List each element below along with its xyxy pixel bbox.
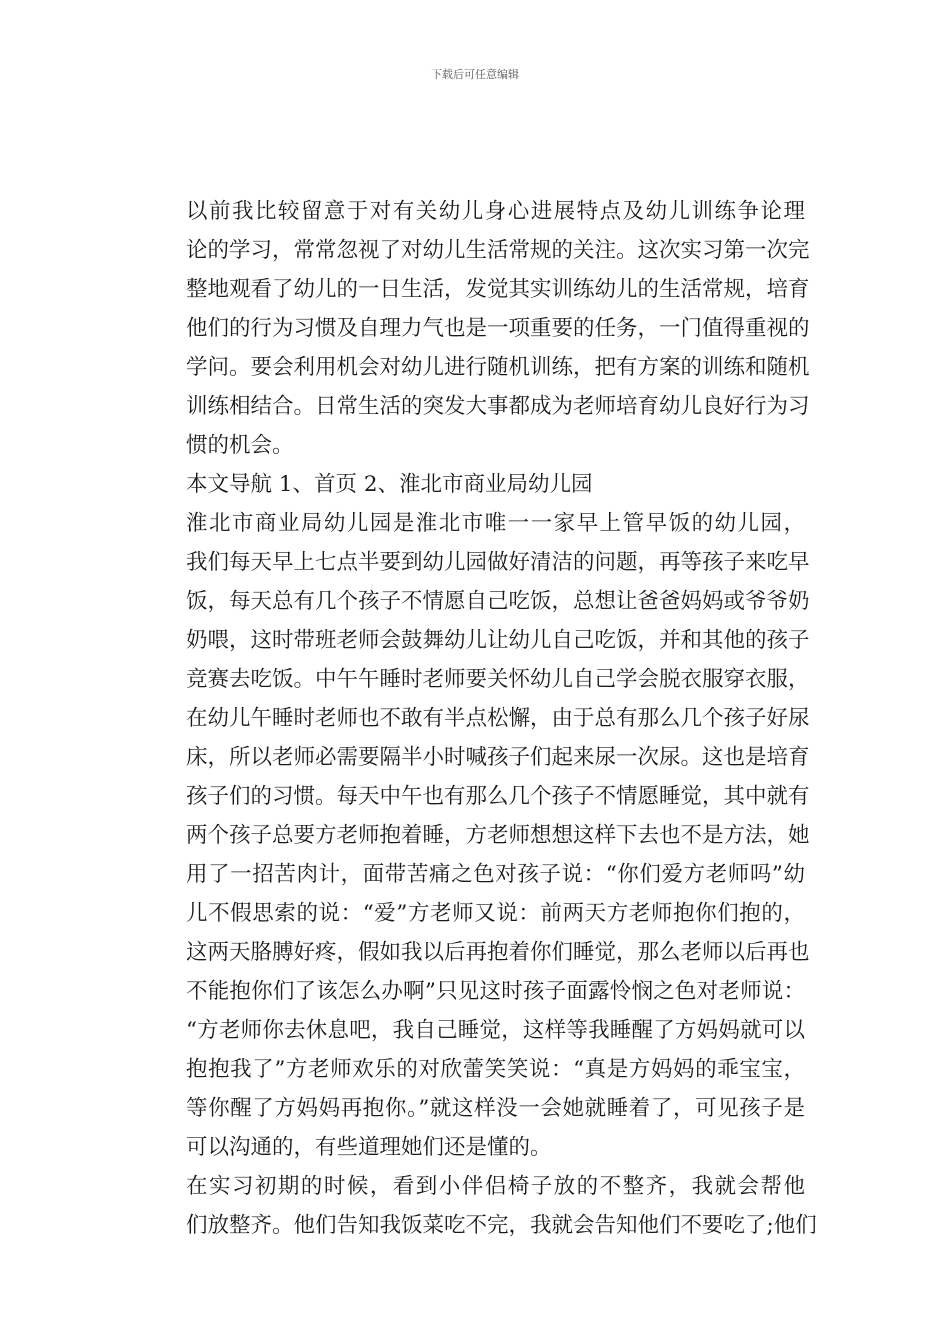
text-line: 儿不假思索的说：“爱”方老师又说：前两天方老师抱你们抱的，: [186, 901, 805, 926]
text-line: 他们的行为习惯及自理力气也是一项重要的任务，一门值得重视的: [186, 316, 810, 341]
article-navigation: 本文导航 1、首页 2、淮北市商业局幼儿园: [186, 472, 593, 497]
text-line: 抱抱我了”方老师欢乐的对欣蕾笑笑说：“真是方妈妈的乖宝宝，: [186, 1057, 805, 1082]
text-line: 我们每天早上七点半要到幼儿园做好清洁的问题，再等孩子来吃早: [186, 550, 810, 575]
page-header: 下载后可任意编辑: [431, 68, 519, 81]
text-line: 奶喂，这时带班老师会鼓舞幼儿让幼儿自己吃饭，并和其他的孩子: [186, 628, 810, 653]
text-line: 不能抱你们了该怎么办啊”只见这时孩子面露怜悯之色对老师说：: [186, 979, 805, 1004]
text-line: 等你醒了方妈妈再抱你。”就这样没一会她就睡着了，可见孩子是: [186, 1096, 805, 1121]
document-body: [143, 192, 817, 1245]
text-line: 在实习初期的时候，看到小伴侣椅子放的不整齐，我就会帮他: [186, 1174, 805, 1199]
text-line: 整地观看了幼儿的一日生活，发觉其实训练幼儿的生活常规，培育: [186, 277, 810, 302]
text-line: 惯的机会。: [186, 433, 294, 458]
text-line: 淮北市商业局幼儿园是淮北市唯一一家早上管早饭的幼儿园，: [186, 511, 805, 536]
text-line: 竞赛去吃饭。中午午睡时老师要关怀幼儿自己学会脱衣服穿衣服，: [186, 667, 810, 692]
text-line: 床，所以老师必需要隔半小时喊孩子们起来尿一次尿。这也是培育: [186, 745, 810, 770]
text-line: 们放整齐。他们告知我饭菜吃不完，我就会告知他们不要吃了;他们: [186, 1213, 817, 1238]
text-line: 可以沟通的，有些道理她们还是懂的。: [186, 1135, 552, 1160]
text-line: 训练相结合。日常生活的突发大事都成为老师培育幼儿良好行为习: [186, 394, 810, 419]
text-line: 两个孩子总要方老师抱着睡，方老师想想这样下去也不是方法，她: [186, 823, 810, 848]
text-line: 以前我比较留意于对有关幼儿身心进展特点及幼儿训练争论理: [186, 199, 805, 224]
text-line: 论的学习，常常忽视了对幼儿生活常规的关注。这次实习第一次完: [186, 238, 810, 263]
text-line: 孩子们的习惯。每天中午也有那么几个孩子不情愿睡觉，其中就有: [186, 784, 810, 809]
text-line: 在幼儿午睡时老师也不敢有半点松懈，由于总有那么几个孩子好尿: [186, 706, 810, 731]
paragraph-internship-early: [143, 1167, 817, 1245]
text-line: 用了一招苦肉计，面带苦痛之色对孩子说：“你们爱方老师吗”幼: [186, 862, 805, 887]
paragraph-navigation: [143, 465, 805, 504]
text-line: “方老师你去休息吧，我自己睡觉，这样等我睡醒了方妈妈就可以: [186, 1018, 805, 1043]
paragraph-observation: [143, 192, 810, 465]
text-line: 学问。要会利用机会对幼儿进行随机训练，把有方案的训练和随机: [186, 355, 810, 380]
paragraph-kindergarten-story: [143, 504, 810, 1167]
text-line: 这两天胳膊好疼，假如我以后再抱着你们睡觉，那么老师以后再也: [186, 940, 810, 965]
text-line: 饭，每天总有几个孩子不情愿自己吃饭，总想让爸爸妈妈或爷爷奶: [186, 589, 810, 614]
